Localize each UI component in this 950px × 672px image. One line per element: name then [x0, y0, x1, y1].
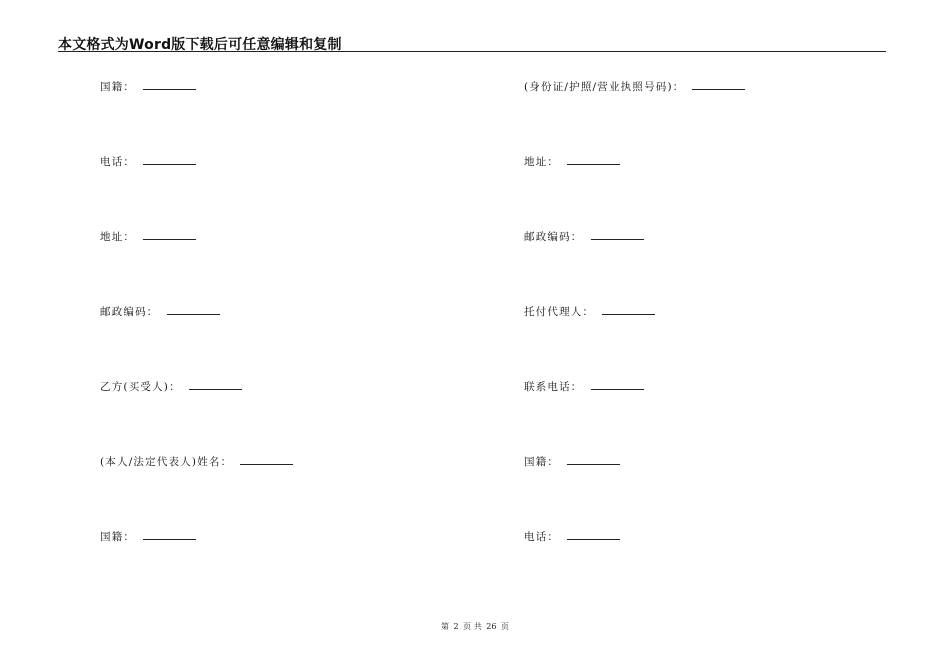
field-label: 托付代理人：	[524, 306, 595, 318]
field-label: 邮政编码：	[524, 231, 583, 243]
id-number-field	[524, 79, 745, 94]
page-number-footer	[0, 621, 950, 632]
footer-middle-text: 页 共	[463, 622, 482, 631]
fill-in-blank[interactable]	[143, 229, 196, 240]
legal-representative-name-field	[100, 454, 293, 469]
party-b-buyer-field	[100, 379, 242, 394]
fill-in-blank[interactable]	[567, 529, 620, 540]
field-label: (身份证/护照/营业执照号码)：	[524, 81, 685, 93]
document-header-title: 本文格式为Word版下载后可任意编辑和复制	[58, 37, 342, 53]
address-field-right	[524, 154, 620, 169]
field-label: 乙方(买受人)：	[100, 381, 181, 393]
nationality-field	[100, 79, 196, 94]
fill-in-blank[interactable]	[591, 379, 644, 390]
total-page-count: 26	[486, 622, 497, 631]
phone-field-right	[524, 529, 620, 544]
field-label: 国籍：	[524, 456, 560, 468]
field-label: 国籍：	[100, 531, 136, 543]
nationality-field-2	[100, 529, 196, 544]
fill-in-blank[interactable]	[143, 79, 196, 90]
fill-in-blank[interactable]	[567, 454, 620, 465]
fill-in-blank[interactable]	[189, 379, 242, 390]
phone-field	[100, 154, 196, 169]
current-page-number: 2	[453, 622, 459, 631]
fill-in-blank[interactable]	[143, 154, 196, 165]
field-label: 地址：	[524, 156, 560, 168]
field-label: 邮政编码：	[100, 306, 159, 318]
postal-code-field-right	[524, 229, 644, 244]
field-label: (本人/法定代表人)姓名：	[100, 456, 233, 468]
field-label: 地址：	[100, 231, 136, 243]
authorized-agent-field	[524, 304, 655, 319]
fill-in-blank[interactable]	[692, 79, 745, 90]
postal-code-field	[100, 304, 220, 319]
field-label: 联系电话：	[524, 381, 583, 393]
fill-in-blank[interactable]	[591, 229, 644, 240]
header-divider	[58, 51, 886, 52]
fill-in-blank[interactable]	[240, 454, 293, 465]
fill-in-blank[interactable]	[143, 529, 196, 540]
nationality-field-right	[524, 454, 620, 469]
footer-prefix: 第	[440, 622, 449, 631]
field-label: 国籍：	[100, 81, 136, 93]
field-label: 电话：	[100, 156, 136, 168]
field-label: 电话：	[524, 531, 560, 543]
fill-in-blank[interactable]	[167, 304, 220, 315]
fill-in-blank[interactable]	[567, 154, 620, 165]
address-field	[100, 229, 196, 244]
footer-suffix: 页	[501, 622, 509, 631]
fill-in-blank[interactable]	[602, 304, 655, 315]
contact-phone-field	[524, 379, 644, 394]
